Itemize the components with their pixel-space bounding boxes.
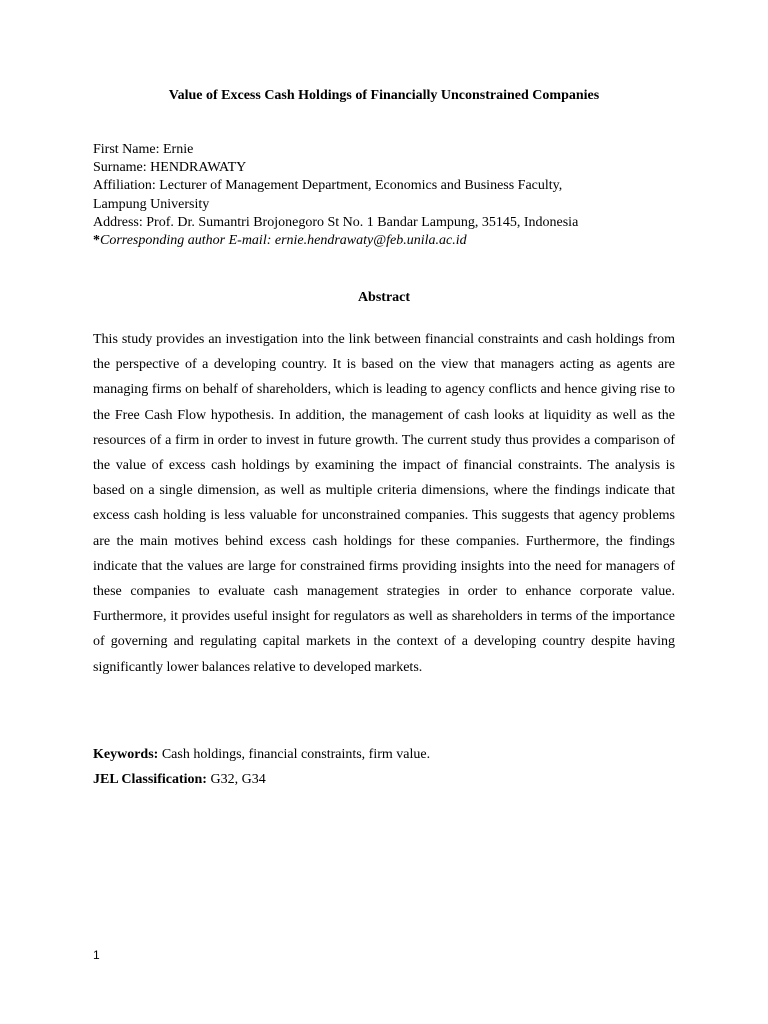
jel-classification-line (93, 771, 675, 789)
abstract-body: This study provides an investigation into the link between financial constraints and cash holdings from the perspective of a developing country. It is based on the view that managers acting as agents are managing firms on behalf of shareholders, which is leading to agency conflicts and hence giving rise to the Free Cash Flow hypothesis. In addition, the management of cash looks at liquidity as well as the resources of a firm in order to invest in future growth. The current study thus provides a comparison of the value of excess cash holdings by examining the impact of financial constraints. The analysis is based on a single dimension, as well as multiple criteria dimensions, where the findings indicate that excess cash holding is less valuable for unconstrained companies. This suggests that agency problems are the main motives behind excess cash holdings for these companies. Furthermore, the findings indicate that the values are large for constrained firms providing insights into the need for managers of these companies to evaluate cash management strategies in order to enhance corporate value. Furthermore, it provides useful insight for regulators as well as shareholders in terms of the importance of governing and regulating capital markets in the context of a developing country despite having significantly lower balances relative to developed markets. (93, 332, 675, 675)
jel-classification-label: JEL Classification: (93, 772, 207, 787)
jel-classification-value: G32, G34 (206, 772, 266, 787)
corresponding-star: * (93, 233, 100, 249)
author-surname: Surname: HENDRAWATY (93, 160, 247, 176)
author-first-name: First Name: Ernie (93, 142, 194, 157)
author-affiliation-line-2: Lampung University (93, 196, 210, 212)
page-number: 1 (93, 948, 100, 962)
corresponding-author-email: Corresponding author E-mail: ernie.hendrawaty@feb.unila.ac.id (100, 233, 467, 249)
corresponding-author (93, 232, 693, 250)
author-affiliation-line-1: Affiliation: Lecturer of Management Department, Economics and Business Faculty, (93, 178, 563, 194)
abstract-heading: Abstract (357, 290, 411, 305)
author-info-block (93, 141, 693, 250)
keywords-label: Keywords: (93, 747, 159, 762)
paper-title: Value of Excess Cash Holdings of Financially Unconstrained Companies (168, 88, 600, 103)
author-address: Address: Prof. Dr. Sumantri Brojonegoro St No. 1 Bandar Lampung, 35145, Indonesia (93, 214, 579, 230)
keywords-line (93, 746, 675, 764)
keywords-value: Cash holdings, financial constraints, firm value. (158, 747, 431, 762)
